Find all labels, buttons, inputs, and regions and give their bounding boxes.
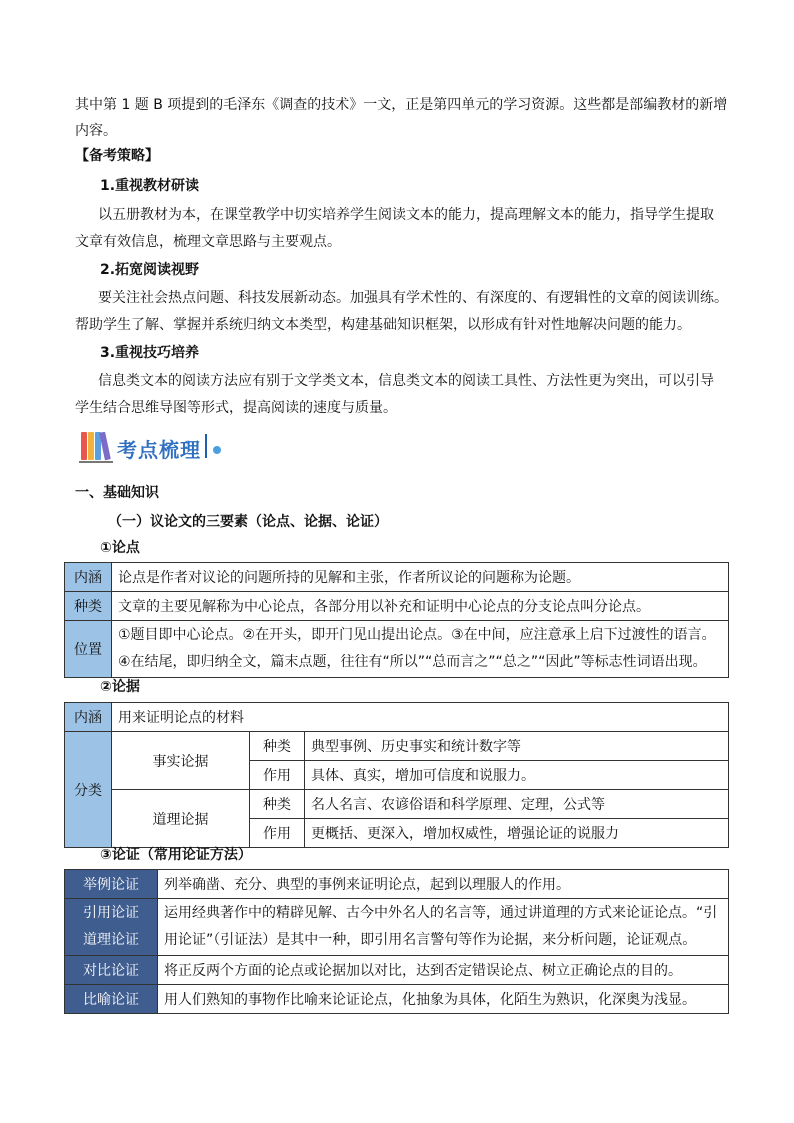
table-label: 举例论证 xyxy=(65,870,158,899)
evidence-label: ②论据 xyxy=(100,679,140,695)
label-line-2: 道理论证 xyxy=(83,932,139,948)
table-row xyxy=(65,790,729,819)
basics-heading: 一、基础知识 xyxy=(75,485,159,501)
table-row xyxy=(65,899,729,956)
table-label: 比喻论证 xyxy=(65,985,158,1014)
table-cell: 用人们熟知的事物作比喻来论证论点，化抽象为具体，化陌生为熟识，化深奥为浅显。 xyxy=(158,985,729,1014)
strategy-text-2a: 要关注社会热点问题、科技发展新动态。加强具有学术性的、有深度的、有逻辑性的文章的阅读训练。 xyxy=(98,290,728,306)
table-cell xyxy=(112,621,729,678)
section-banner xyxy=(79,428,239,468)
table-row xyxy=(65,592,729,621)
books-icon xyxy=(79,428,113,464)
table-label: 种类 xyxy=(65,592,112,621)
intro-line-1: 其中第 1 题 B 项提到的毛泽东《调查的技术》一文，正是第四单元的学习资源。这些都是部编教材的新增 xyxy=(75,97,728,113)
evidence-table xyxy=(64,702,729,848)
quote-line-2: 用论证”（引证法）是其中一种，即引用名言警句等作为论据，来分析问题，论证观点。 xyxy=(164,932,697,948)
position-line-1: ①题目即中心论点。②在开头，即开门见山提出论点。③在中间，应注意承上启下过渡性的语言。 xyxy=(118,627,716,643)
table-row xyxy=(65,732,729,761)
table-cell: 具体、真实，增加可信度和说服力。 xyxy=(305,761,729,790)
table-label: 内涵 xyxy=(65,703,112,732)
argument-label: ③论证（常用论证方法） xyxy=(100,847,252,863)
strategy-heading-1: 1.重视教材研读 xyxy=(100,178,200,194)
table-row xyxy=(65,985,729,1014)
table-cell: 文章的主要见解称为中心论点，各部分用以补充和证明中心论点的分支论点叫分论点。 xyxy=(112,592,729,621)
table-row xyxy=(65,870,729,899)
intro-line-2: 内容。 xyxy=(75,123,117,139)
basics-sub-heading: （一）议论文的三要素（论点、论据、论证） xyxy=(108,514,388,530)
table-label xyxy=(65,899,158,956)
strategy-heading-2: 2.拓宽阅读视野 xyxy=(100,262,200,278)
strategy-text-1a: 以五册教材为本，在课堂教学中切实培养学生阅读文本的能力，提高理解文本的能力，指导学生提取 xyxy=(98,207,714,223)
position-line-2: ④在结尾，即归纳全文，篇末点题，往往有“所以”“总而言之”“总之”“因此”等标志性词语出现。 xyxy=(118,654,707,670)
table-cell: 种类 xyxy=(250,790,305,819)
table-row xyxy=(65,956,729,985)
strategy-heading-3: 3.重视技巧培养 xyxy=(100,345,200,361)
table-cell: 事实论据 xyxy=(112,732,250,790)
table-cell: 典型事例、历史事实和统计数字等 xyxy=(305,732,729,761)
table-cell: 更概括、更深入，增加权威性，增强论证的说服力 xyxy=(305,819,729,848)
table-cell xyxy=(158,899,729,956)
point-label: ①论点 xyxy=(100,540,140,556)
table-cell: 用来证明论点的材料 xyxy=(112,703,729,732)
banner-dot-icon xyxy=(213,446,221,454)
label-line-1: 引用论证 xyxy=(83,905,139,921)
table-cell: 名人名言、农谚俗语和科学原理、定理，公式等 xyxy=(305,790,729,819)
table-cell: 列举确凿、充分、典型的事例来证明论点，起到以理服人的作用。 xyxy=(158,870,729,899)
strategy-text-3a: 信息类文本的阅读方法应有别于文学类文本，信息类文本的阅读工具性、方法性更为突出，可以引导 xyxy=(98,373,714,389)
banner-divider xyxy=(205,434,207,458)
strategy-title: 【备考策略】 xyxy=(75,148,159,164)
table-label: 对比论证 xyxy=(65,956,158,985)
table-cell: 作用 xyxy=(250,761,305,790)
point-table xyxy=(64,562,729,678)
table-cell: 作用 xyxy=(250,819,305,848)
argument-table xyxy=(64,869,729,1014)
table-cell: 道理论据 xyxy=(112,790,250,848)
strategy-text-3b: 学生结合思维导图等形式，提高阅读的速度与质量。 xyxy=(75,400,397,416)
table-label: 内涵 xyxy=(65,563,112,592)
table-cell: 论点是作者对议论的问题所持的见解和主张，作者所议论的问题称为论题。 xyxy=(112,563,729,592)
strategy-text-1b: 文章有效信息，梳理文章思路与主要观点。 xyxy=(75,234,341,250)
table-cell: 将正反两个方面的论点或论据加以对比，达到否定错误论点、树立正确论点的目的。 xyxy=(158,956,729,985)
quote-line-1: 运用经典著作中的精辟见解、古今中外名人的名言等，通过讲道理的方式来论证论点。“引 xyxy=(164,905,718,921)
table-cell: 种类 xyxy=(250,732,305,761)
strategy-text-2b: 帮助学生了解、掌握并系统归纳文本类型，构建基础知识框架，以形成有针对性地解决问题的能力。 xyxy=(75,317,691,333)
table-label: 分类 xyxy=(65,732,112,848)
banner-title: 考点梳理 xyxy=(117,438,201,462)
table-row xyxy=(65,703,729,732)
table-row xyxy=(65,563,729,592)
table-row xyxy=(65,621,729,678)
table-label: 位置 xyxy=(65,621,112,678)
